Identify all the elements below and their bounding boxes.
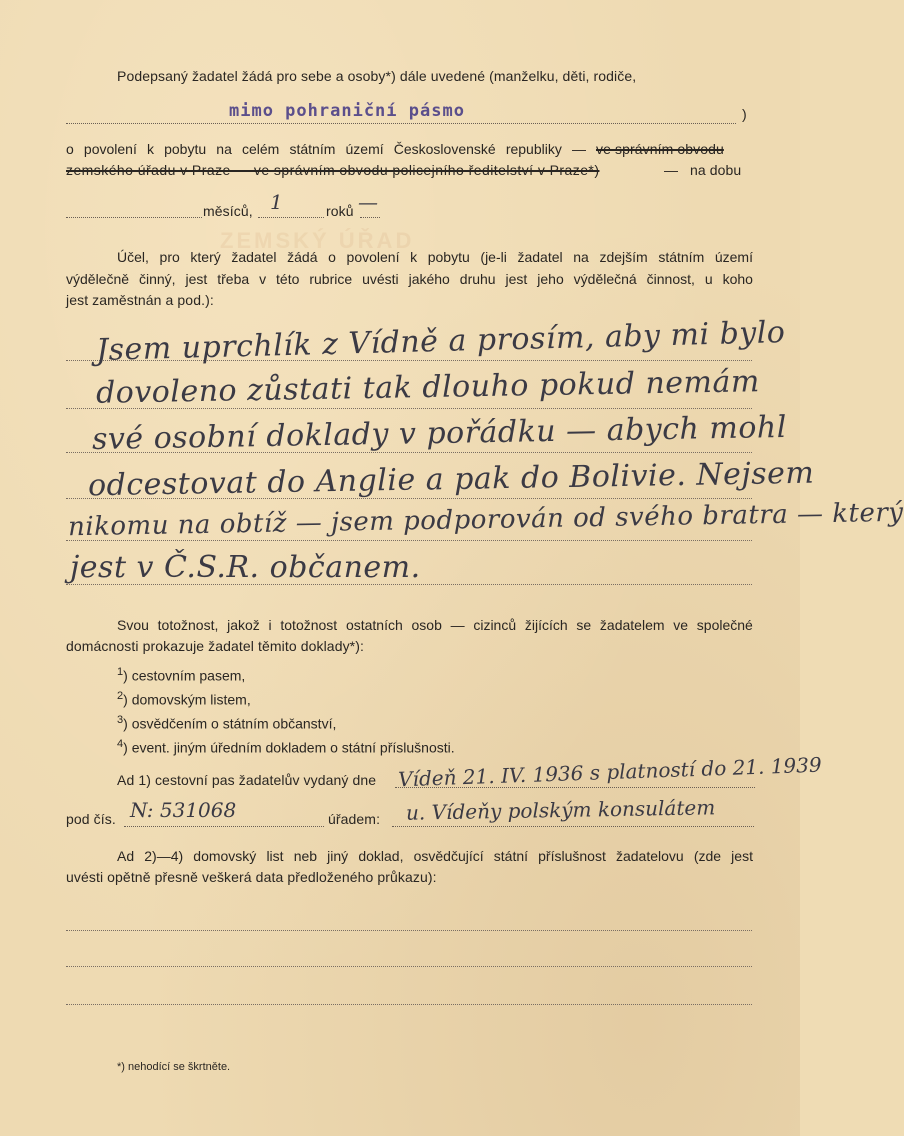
purpose-word: žádá (287, 249, 318, 265)
ad2-word: jest (731, 848, 753, 864)
permit-word: republiky (505, 141, 562, 157)
purpose-word: třeba (217, 271, 250, 287)
identity-line-2: domácnosti prokazuje žadatel těmito doklady*): (66, 638, 364, 654)
ad2-line-1 (117, 848, 753, 864)
passport-number-dots (124, 825, 324, 827)
ad2-word: příslušnost (538, 848, 606, 864)
handwriting-line-5: nikomu na obtíž — jsem podporován od svého bratra — který (67, 497, 904, 543)
struck-text-2: zemského úřadu v Praze — ve správním obvodu policejního ředitelství v Praze*) (66, 162, 600, 178)
months-dots-lead (66, 216, 202, 218)
faint-stamp-watermark: ZEMSKÝ ÚŘAD (220, 228, 415, 253)
purpose-word: Účel, (117, 249, 149, 265)
permit-word: státním (289, 141, 336, 157)
close-paren: ) (742, 106, 747, 122)
stamp-text: mimo pohraniční pásmo (229, 101, 465, 121)
purpose-word: který (190, 249, 221, 265)
passport-issue-value: Vídeň 21. IV. 1936 s platností do 21. 1939 (397, 752, 823, 792)
purpose-word: pobytu (427, 249, 470, 265)
blank-line (66, 1004, 752, 1005)
ad2-word: osvědčující (413, 848, 484, 864)
purpose-word: na (573, 249, 589, 265)
purpose-word: jeho (537, 271, 564, 287)
ad2-word: Ad (117, 848, 135, 864)
ad2-word: státní (493, 848, 529, 864)
purpose-line-3: jest zaměstnán a pod.): (66, 292, 214, 308)
office-label: úřadem: (328, 811, 381, 827)
identity-word: se (576, 617, 592, 633)
identity-word: osob (411, 617, 442, 633)
purpose-word: druhu (459, 271, 496, 287)
identity-word: totožnost, (157, 617, 219, 633)
ad2-word: (zde (693, 848, 722, 864)
intro-line: Podepsaný žadatel žádá pro sebe a osoby*) dále uvedené (manželku, děti, rodiče, (117, 68, 637, 84)
ad2-word: doklad, (358, 848, 404, 864)
permit-word: povolení (83, 141, 137, 157)
ad2-word: jiný (327, 848, 349, 864)
purpose-word: o (328, 249, 336, 265)
stamp-dotted-line (66, 122, 736, 124)
ad1-label: Ad 1) cestovní pas žadatelův vydaný dne (117, 772, 377, 788)
identity-word: společné (696, 617, 753, 633)
handwriting-line-4: odcestovat do Anglie a pak do Bolivie. Nejsem (87, 455, 815, 504)
permit-word: pobytu (164, 141, 207, 157)
identity-word: totožnost (280, 617, 338, 633)
blank-line (66, 966, 752, 967)
months-label: měsíců, (203, 203, 253, 219)
years-dots (360, 216, 380, 218)
ad2-line-2: uvésti opětně přesně veškerá data předloženého průkazu): (66, 869, 437, 885)
struck-text-1: ve správním obvodu (596, 141, 724, 157)
permit-word: o (66, 141, 74, 157)
purpose-word: činnost, (646, 271, 695, 287)
document-item-2: $^2$) domovským listem, (117, 690, 251, 708)
purpose-word: pro (159, 249, 180, 265)
handwriting-line-1: Jsem uprchlík z Vídně a prosím, aby mi bylo (95, 314, 786, 369)
purpose-word: v (259, 271, 267, 287)
permit-word: Československé (393, 141, 496, 157)
handwriting-line-3: své osobní doklady v pořádku — abych mohl (91, 409, 788, 458)
years-value: — (358, 190, 378, 214)
purpose-word: povolení (346, 249, 400, 265)
identity-word: ostatních (345, 617, 403, 633)
ad2-word: žadatelovu (615, 848, 684, 864)
passport-number-value: N: 531068 (130, 798, 237, 822)
purpose-word: uvésti (362, 271, 399, 287)
purpose-word: této (276, 271, 300, 287)
purpose-word: koho (722, 271, 753, 287)
permit-line (66, 141, 586, 157)
office-value: u. Vídeňy polským konsulátem (405, 795, 716, 825)
identity-word: žijících (524, 617, 568, 633)
purpose-word: žadatel (517, 249, 563, 265)
years-label: roků (326, 203, 354, 219)
identity-word: Svou (117, 617, 149, 633)
purpose-word: žadatel (231, 249, 277, 265)
identity-word: cizinců (473, 617, 517, 633)
purpose-word: jest (185, 271, 208, 287)
purpose-word: u (704, 271, 713, 287)
ad2-word: list (266, 848, 284, 864)
blank-line (66, 930, 752, 931)
identity-line-1 (117, 617, 753, 633)
identity-word: ve (673, 617, 689, 633)
purpose-word: jest (505, 271, 528, 287)
document-item-1: $^1$) cestovním pasem, (117, 666, 246, 684)
purpose-line-2 (66, 271, 753, 287)
passport-number-label: pod čís. (66, 811, 116, 827)
purpose-line-1 (117, 249, 753, 265)
identity-word: jakož (227, 617, 260, 633)
purpose-word: zdejším (599, 249, 648, 265)
permit-word: na (216, 141, 232, 157)
identity-word: i (268, 617, 272, 633)
months-value: 1 (270, 190, 283, 214)
permit-word: — (571, 141, 586, 157)
months-dots (258, 216, 324, 218)
handwriting-line-6: jest v Č.S.R. občanem. (70, 550, 421, 585)
purpose-word: státním (658, 249, 705, 265)
purpose-word: (je-li (480, 249, 507, 265)
identity-word: žadatelem (599, 617, 665, 633)
handwriting-line-2: dovoleno zůstati tak dlouho pokud nemám (95, 364, 761, 411)
permit-word: k (146, 141, 154, 157)
identity-word: — (450, 617, 465, 633)
purpose-word: území (714, 249, 753, 265)
permit-word: celém (241, 141, 280, 157)
ad2-word: 2)—4) (144, 848, 184, 864)
purpose-word: rubrice (309, 271, 353, 287)
period-label: na dobu (690, 162, 742, 178)
ad2-word: domovský (193, 848, 257, 864)
office-dots (392, 825, 754, 827)
ad2-word: neb (293, 848, 318, 864)
purpose-word: k (410, 249, 418, 265)
purpose-word: výdělečně (66, 271, 130, 287)
purpose-word: činný, (138, 271, 176, 287)
permit-word: území (345, 141, 384, 157)
line3-dash: — (664, 162, 679, 178)
document-item-3: $^3$) osvědčením o státním občanství, (117, 714, 337, 732)
footnote: *) nehodící se škrtněte. (117, 1061, 231, 1073)
document-item-4: $^4$) event. jiným úředním dokladem o státní příslušnosti. (117, 738, 455, 756)
purpose-word: výdělečná (573, 271, 637, 287)
purpose-word: jakého (408, 271, 450, 287)
